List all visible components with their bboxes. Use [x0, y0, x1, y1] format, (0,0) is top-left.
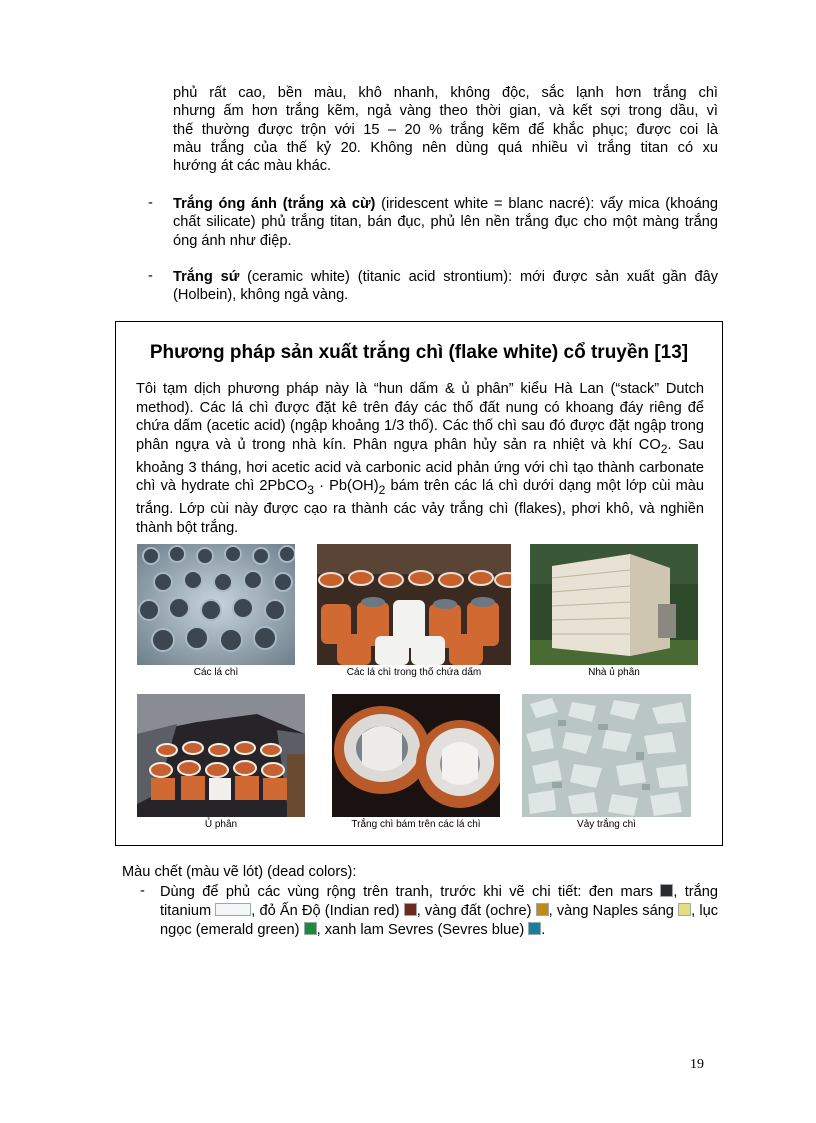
dead-colors-text: , lục ngọc (emerald green) — [160, 903, 718, 938]
box-text-part: · Pb(OH) — [314, 478, 379, 495]
intro-line: nhưng ấm hơn trắng kẽm, ngả vàng theo thời gian, và kết sợi trong dầu, vì — [173, 103, 718, 120]
dead-colors-text: . — [541, 922, 546, 938]
intro-line: phủ rất cao, bền màu, khô nhanh, không độc, sắc lạnh hơn trắng chì — [173, 85, 718, 101]
flake-white-box — [115, 321, 723, 846]
dead-colors-text: , xanh lam Sevres (Sevres blue) — [316, 922, 529, 938]
photo-lead-sheets — [137, 544, 295, 665]
page-number: 19 — [690, 1057, 704, 1072]
intro-line: thế thường được trộn với 15 – 20 % trắng kẽm để khắc phục; được coi là — [173, 121, 718, 138]
bullet-term: Trắng sứ — [173, 269, 240, 285]
caption-manure-shed: Nhà ủ phân — [588, 667, 640, 678]
caption-white-lead-flakes: Vảy trắng chì — [577, 819, 636, 830]
dead-colors-text: Dùng để phủ các vùng rộng trên tranh, trước khi vẽ chi tiết: đen mars — [160, 884, 661, 900]
box-text-part: bám trên các lá chì dưới dạng một lớp cùi màu trắng. Lớp cùi này được cạo ra thành các vảy trắng chì (flakes), phơi khô, và nghiền thành bột trắng. — [136, 478, 705, 536]
bullet-iridescent-white — [173, 195, 718, 250]
subscript: 2 — [378, 483, 386, 498]
dead-colors-text: , trắng titanium — [160, 884, 718, 919]
bullet-dash: - — [140, 883, 145, 899]
caption-lead-sheets: Các lá chì — [193, 667, 239, 678]
caption-pots-with-vinegar: Các lá chì trong thố chứa dấm — [346, 667, 482, 678]
intro-paragraph — [173, 84, 718, 175]
swatch-sevres-blue — [528, 922, 541, 935]
box-text-part: Tôi tạm dịch phương pháp này là “hun dấm & ủ phân” kiểu Hà Lan (“stack” Dutch method). Các lá chì được đặt kê trên đáy các thố đất nung có khoang đáy riêng để chứa dấm (acetic acid) (ngập khoảng 1/3 thố). Các thố chì sau đó được đặt ngập trong phân ngựa và ủ trong nhà kín. Phân ngựa phân hủy sản ra nhiệt và khí CO — [136, 381, 704, 454]
bullet-term: Trắng óng ánh (trắng xà cừ) — [173, 196, 376, 212]
bullet-ceramic-white — [173, 268, 718, 305]
swatch-indian-red — [404, 903, 417, 916]
bullet-text: (ceramic white) (titanic acid strontium): mới được sản xuất gần đây (Holbein), không ngả vàng. — [173, 269, 718, 304]
caption-manure-stacking: Ủ phân — [204, 819, 238, 830]
swatch-mars-black — [660, 884, 673, 897]
photo-manure-stacking — [137, 694, 305, 817]
box-title: Phương pháp sản xuất trắng chì (flake white) cổ truyền [13] — [149, 342, 689, 363]
intro-line: hướng át các màu khác. — [173, 158, 332, 175]
box-text-part: . Sau khoảng 3 tháng, hơi acetic acid và carbonic acid phản ứng với chì tạo thành carbonate chì và hydrate chì 2PbCO — [136, 437, 704, 495]
dead-colors-heading: Màu chết (màu vẽ lót) (dead colors): — [122, 864, 357, 880]
subscript: 3 — [307, 483, 315, 498]
swatch-naples-yellow — [678, 903, 691, 916]
dead-colors-paragraph — [160, 883, 718, 940]
bullet-dash: - — [148, 268, 153, 284]
caption-white-lead-on-sheets: Trắng chì bám trên các lá chì — [351, 819, 481, 830]
photo-pots-with-vinegar — [317, 544, 511, 665]
bullet-dash: - — [148, 195, 153, 211]
swatch-ochre — [536, 903, 549, 916]
box-paragraph — [136, 380, 704, 537]
swatch-emerald-green — [304, 922, 317, 935]
dead-colors-text: , vàng Naples sáng — [548, 903, 679, 919]
photo-white-lead-on-sheets — [332, 694, 500, 817]
photo-white-lead-flakes — [522, 694, 691, 817]
swatch-titanium-white — [215, 903, 251, 916]
intro-line: màu trắng của thế kỷ 20. Không nên dùng quá nhiều vì trắng titan có xu — [173, 139, 718, 156]
dead-colors-text: , đỏ Ấn Độ (Indian red) — [251, 903, 404, 919]
subscript: 2 — [660, 442, 668, 457]
dead-colors-text: , vàng đất (ochre) — [416, 903, 536, 919]
bullet-text: (iridescent white = blanc nacré): vẩy mica (khoáng chất silicate) phủ trắng titan, bán đục, phủ lên nền trắng đục cho một màng trắng óng ánh như điệp. — [173, 196, 718, 249]
photo-manure-shed — [530, 544, 698, 665]
